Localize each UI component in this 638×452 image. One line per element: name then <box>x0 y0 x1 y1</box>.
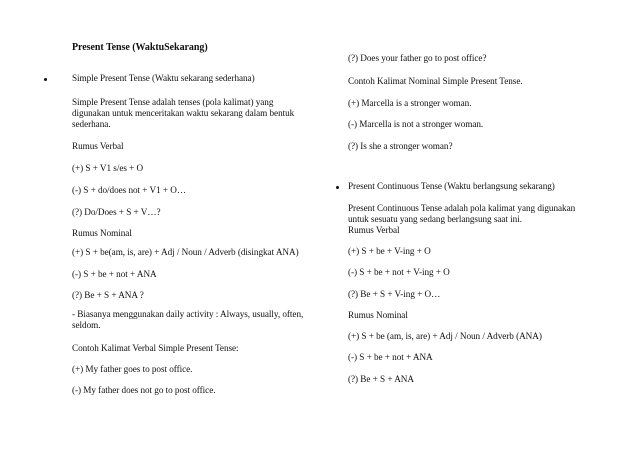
document-title: Present Tense (WaktuSekarang) <box>72 42 208 53</box>
continuous-nominal-question: (?) Be + S + ANA <box>348 374 414 384</box>
simple-present-definition: Simple Present Tense adalah tenses (pola kalimat) yang digunakan untuk menceritakan waktu sekarang dalam bentuk sederhana. <box>72 97 295 129</box>
nominal-formula-positive: (+) S + be(am, is, are) + Adj / Noun / Adverb (disingkat ANA) <box>72 247 299 257</box>
nominal-formula-question: (?) Be + S + ANA ? <box>72 290 144 300</box>
nominal-example-question: (?) Is she a stronger woman? <box>348 141 453 151</box>
continuous-nominal-positive: (+) S + be (am, is, are) + Adj / Noun / Adverb (ANA) <box>348 331 542 341</box>
bullet-icon <box>44 78 47 81</box>
usage-note: - Biasanya menggunakan daily activity : Always, usually, often, seldom. <box>72 309 304 330</box>
rumus-nominal-label: Rumus Nominal <box>72 228 132 238</box>
verbal-formula-question: (?) Do/Does + S + V…? <box>72 207 161 217</box>
continuous-rumus-nominal-label: Rumus Nominal <box>348 310 408 320</box>
verbal-example-title: Contoh Kalimat Verbal Simple Present Tense: <box>72 343 239 353</box>
verbal-formula-positive: (+) S + V1 s/es + O <box>72 163 144 173</box>
continuous-nominal-negative: (-) S + be + not + ANA <box>348 352 433 362</box>
continuous-verbal-question: (?) Be + S + V-ing + O… <box>348 289 441 299</box>
verbal-example-negative: (-) My father does not go to post office. <box>72 385 216 395</box>
nominal-example-positive: (+) Marcella is a stronger woman. <box>348 98 472 108</box>
verbal-example-positive: (+) My father goes to post office. <box>72 364 193 374</box>
continuous-verbal-negative: (-) S + be + not + V-ing + O <box>348 267 450 277</box>
section-heading-simple-present: Simple Present Tense (Waktu sekarang sederhana) <box>72 73 255 83</box>
verbal-example-question: (?) Does your father go to post office? <box>348 53 487 63</box>
section-heading-present-continuous: Present Continuous Tense (Waktu berlangsung sekarang) <box>348 181 555 191</box>
rumus-verbal-label: Rumus Verbal <box>72 141 124 151</box>
verbal-formula-negative: (-) S + do/does not + V1 + O… <box>72 185 186 195</box>
nominal-formula-negative: (-) S + be + not + ANA <box>72 269 157 279</box>
continuous-verbal-positive: (+) S + be + V-ing + O <box>348 246 431 256</box>
nominal-example-negative: (-) Marcella is not a stronger woman. <box>348 119 484 129</box>
nominal-example-title: Contoh Kalimat Nominal Simple Present Tense. <box>348 76 523 86</box>
bullet-icon <box>336 186 339 189</box>
present-continuous-definition: Present Continuous Tense adalah pola kalimat yang digunakan untuk sesuatu yang sedang berlangsung saat ini. <box>348 203 576 224</box>
continuous-rumus-verbal-label: Rumus Verbal <box>348 225 400 235</box>
